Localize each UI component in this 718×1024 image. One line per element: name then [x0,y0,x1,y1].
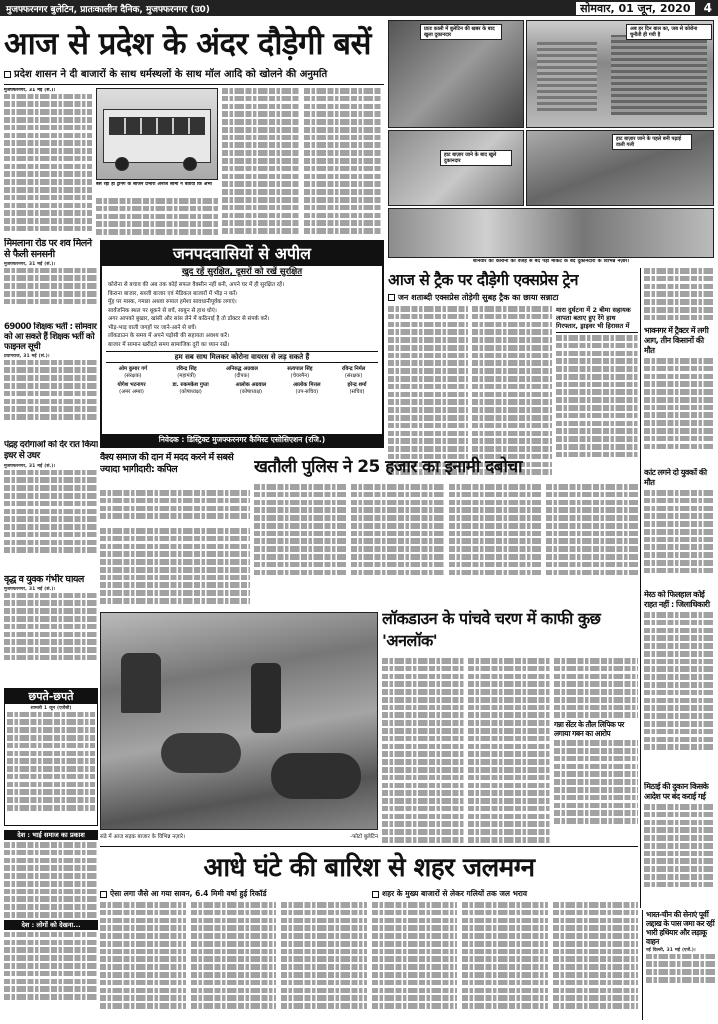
right-brief-3-title: मेरठ को फिलहाल कोई राहत नहीं : जिलाधिकारी [644,590,710,609]
right-brief-4 [644,782,714,906]
right-brief-2 [644,468,714,588]
rain-sub-1 [100,888,370,900]
brief-3-title: पंद्रह दरोगाओं को देर रात किया इधर से उधर [4,440,98,461]
column-rule [640,268,641,908]
train-body-col1 [388,306,468,476]
chhapte-title: छपते-छपते [5,689,97,704]
appeal-name: आलोक अग्रवाल [235,382,267,388]
kapil-headline: वैश्य समाज की दान में मदद करने में सबसे ज्यादा भागीदारी: कपिल [100,452,234,475]
lead-dateline: मुजफ्फरनगर, 31 मई (सं.)। [4,88,56,93]
person-silhouette [251,663,281,733]
scooter-silhouette [271,753,361,799]
bus-wheel-front [115,157,129,171]
appeal-point: लॉकडाउन के समय में अपने पड़ोसी की सहायता अवश्य करें। [108,333,230,339]
appeal-name: रविन्द्र निर्मल [341,366,366,372]
right-col-top-text [644,268,714,324]
market-photo-3 [388,130,524,206]
appeal-name: रविन्द्र सिंह [176,366,197,372]
appeal-name: डा. रुकमकेश गुप्ता [172,382,209,388]
lead-body-col3 [304,88,382,236]
rain-body [100,902,638,1020]
appeal-name: हरेन्द्र शर्मा [347,382,367,388]
brief-1-title: मिमलाना रोड पर शव मिलने से फैली सनसनी [4,238,92,260]
lockdown-body-col2 [468,658,550,844]
train-headline: आज से ट्रैक पर दौड़ेगी एक्सप्रेस ट्रेन [388,271,578,289]
street-photo [100,612,378,830]
train-sidebar-title: मारा दुर्घटना में 2 बीमा सहायक लापता बताए हुए रेंगे हाथ गिरफ्तार, ड्राइवर भी हिरासत में [556,306,638,333]
market-photo-5 [388,208,714,258]
china-dateline: नई दिल्ली, 31 मई (एजें.)। [646,948,696,953]
china-box [642,910,716,1020]
appeal-role: (अमर अम्बा) [119,389,144,395]
rain-sub-2 [372,888,638,900]
bottom-left-column [4,830,98,1020]
train-sidebar [556,306,638,476]
appeal-role: (उप-सचिव) [295,389,319,395]
appeal-point: किराना बाजार, सब्जी बाजार एवं मेडिकल बाजारों में भीड़ न करें। [108,290,238,297]
appeal-role: (महामंत्री) [177,373,196,379]
paper-name: मुजफ्फरनगर बुलेटिन, प्रातःकालीन दैनिक, मुजफ्फरनगर (उ0) [6,4,210,15]
appeal-point: सार्वजनिक स्थल पर थूकने से बचें, साबुन से हाथ धोएं। [108,307,217,314]
person-silhouette [121,653,161,713]
appeal-role: (दीपक) [234,373,250,379]
lockdown-sub-headline: गन्ना सेंटर के तौल लिपिक पर लगाया गबन का आरोप [554,720,624,739]
market-photo-4-caption: हाट बाज़ार जाने के पहले बनी पढ़ाई वाली गली [612,134,692,150]
appeal-name: ओम कुमार गर्ग [118,366,148,372]
kapil-body-more [100,528,250,608]
lead-body-col2 [222,88,300,236]
market-photo-3-caption: हाट बाज़ार जाने के बाद खुले दुकानदार [440,150,512,166]
appeal-box [100,240,384,448]
appeal-names-row-2 [102,380,382,396]
appeal-name: आलोक मित्तल [293,382,321,388]
appeal-role: (कोषाध्यक्ष) [239,389,263,395]
rain-sub-2-text: शहर के मुख्य बाजारों से लेकर गलियों तक जल भराव [382,889,528,898]
appeal-names-row-1 [102,363,382,380]
right-brief-1-title: भावनगर में ट्रैक्टर में लगी आग, तीन किसानों की मौत [644,326,709,355]
china-headline: भारत-चीन की सेनाएं पूर्वी लद्दाख के पास जमा कर रहीं भारी हथियार और लड़ाकू वाहन [646,910,715,946]
bus-windows [109,117,205,135]
appeal-slogan: हम सब साथ मिलकर कोरोना वायरस से लड़ सकते हैं [106,351,378,363]
chhapte-box [4,688,98,826]
appeal-title: जनपदवासियों से अपील [102,242,382,266]
market-photo-1-caption: प्रातः काली में बुलेटिन की खबर के बाद खुला दुकानदार [420,24,502,40]
lead-subhead-text: प्रदेश शासन ने दी बाजारों के साथ धर्मस्थलों के साथ मॉल आदि को खोलने की अनुमति [14,69,328,80]
street-caption-text: संडे में आज सड़क बाजार के विभिन्न नज़ारे। [100,834,186,840]
right-brief-2-title: कांट लगने दो युवकों की मौत [644,468,707,487]
appeal-role: (सचिव) [349,389,365,395]
brief-2-dateline: प्रयागराज, 31 मई (सं.)। [4,354,50,359]
lead-body-col1 [4,88,92,236]
train-subhead-text: जन शताब्दी एक्सप्रेस तोड़ेगी सुबह ट्रैक का छाया सन्नाटा [398,293,559,302]
appeal-points [102,279,382,351]
bus-photo [96,88,218,180]
lead-headline: आज से प्रदेश के अंदर दौड़ेगी बसें [4,26,371,62]
brief-2 [4,322,98,436]
lead-body-under-photo [96,198,218,238]
train-subhead [388,292,636,304]
brief-1 [4,238,98,318]
bottom-left-title: देश : भाई समाज का प्रकाश [4,830,98,840]
police-headline: खतौली पुलिस ने 25 हजार का इनामी दबोचा [254,457,523,477]
shutter [537,41,597,111]
page-number: 4 [703,0,712,15]
brief-1-dateline: मुजफ्फरनगर, 31 मई (सं.)। [4,262,56,267]
right-brief-1 [644,326,714,466]
appeal-point: मुँह पर मास्क, गमछा अथवा रुमाल हमेशा सावधानीपूर्वक लगाएं। [108,299,237,305]
photo-credit: -फोटो बुलेटिन [350,834,378,840]
appeal-point: कोरोना से बचाव की अब तक कोई सफल वैक्सीन नहीं बनी, अपने घर में ही सुरक्षित रहें। [108,282,285,288]
brief-3-dateline: मुजफ्फरनगर, 31 मई (सं.)। [4,464,56,469]
kapil-body [100,490,250,526]
police-body [254,484,638,604]
bottom-left-title-2: देश : लोगों को देखना... [4,920,98,930]
appeal-tagline: खुद रहें सुरक्षित, दूसरों को रखें सुरक्षित [181,267,303,277]
appeal-footer: निवेदक : डिस्ट्रिक्ट मुजफ्फरनगर कैमिस्ट एसोसिएशन (रजि.) [102,434,382,446]
appeal-point: अगर आपको बुखार, खांसी और सांस लेने में कठिनाई है तो डॉक्टर से संपर्क करें। [108,316,270,322]
lead-subhead [4,68,384,82]
brief-3 [4,440,98,570]
divider [100,846,638,847]
issue-date: सोमवार, 01 जून, 2020 [576,2,694,15]
appeal-name: सत्यपाल सिंह [287,366,313,372]
brief-4-title: वृद्ध व युवक गंभीर घायल [4,574,84,585]
appeal-point: भीड़-भाड़ वाली जगहों पर जाने-आने से बचें। [108,324,197,331]
bus-wheel-rear [183,157,197,171]
brief-2-title: 69000 शिक्षक भर्ती : सोमवार को आ सकते हैं शिक्षक भर्ती को फाइनल सूची [4,322,97,352]
rain-sub-1-text: ऐसा लगा जैसे आ गया सावन, 6.4 मिमी वर्षा हुई रिकॉर्ड [110,889,267,898]
photo-footer-caption: शनिवार को कोरोना की वजह से बंद पड़ी मार्केट के बंद दुकानदारों के विभिन्न नज़ारे। [472,259,630,264]
street-photo-caption [100,832,378,842]
appeal-name: योगेश भटनागर [117,382,146,388]
lockdown-body-col1 [382,658,464,844]
chhapte-subtitle: शामली 1 जून (एजेंसी) [30,706,72,711]
train-body-col2 [472,306,552,476]
appeal-role: (संरक्षक) [344,373,363,379]
lockdown-headline: लॉकडाउन के पांचवे चरण में काफी कुछ 'अनलॉक' [382,609,601,650]
masthead-bar [0,0,718,16]
appeal-role: (कोषाध्यक्ष) [179,389,202,395]
lockdown-sidebar [554,658,638,844]
shutter-2 [611,35,707,115]
scooter-silhouette [161,733,241,773]
appeal-point: बाजार में सामान खरीदते समय सामाजिक दूरी का ध्यान रखें। [108,341,230,348]
appeal-role: (चेयरमैन) [290,373,310,379]
brief-4-dateline: मुजफ्फरनगर, 31 मई (सं.)। [4,587,56,592]
rain-headline: आधे घंटे की बारिश से शहर जलमग्न [203,853,535,883]
right-brief-3 [644,590,714,780]
appeal-role: (संरक्षक) [124,373,142,379]
market-photo-2-caption: अब हर दिन बाल का, जब से कोरोना चुनौती ही गयी है [626,24,712,40]
divider [4,84,384,85]
brief-4 [4,574,98,684]
lead-photo-caption: बस रही ही ट्रेनिंग के सीजन प्रभारी अनाज सीमा ने बताया कि अभी [96,182,212,187]
right-brief-4-title: मिठाई की दुकान किसके आदेश पर बंद कराई गई [644,782,709,801]
appeal-name: अनिरुद्ध अग्रवाल [226,366,258,372]
